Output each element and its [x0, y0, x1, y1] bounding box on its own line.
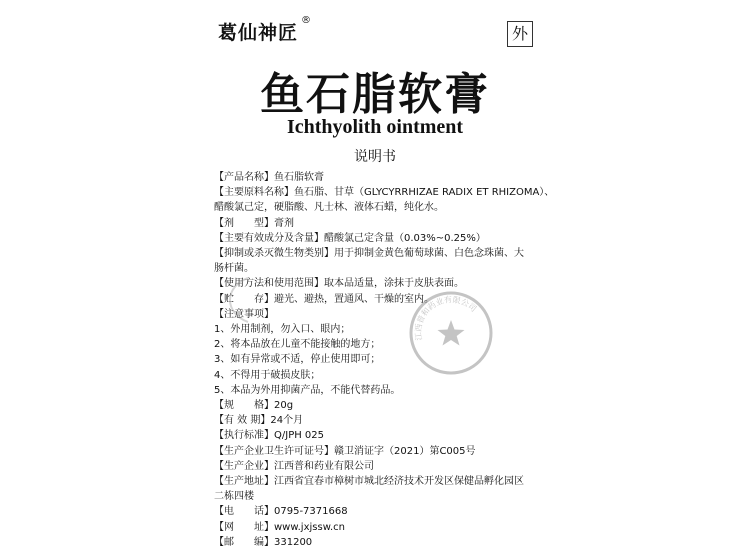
product-title-en: Ichthyolith ointment: [286, 116, 464, 138]
line-product-name: 【产品名称】鱼石脂软膏: [214, 172, 324, 183]
line-precaution-2: 2、将本品放在儿童不能接触的地方；: [214, 339, 381, 351]
line-license: 【生产企业卫生许可证号】赣卫消证字（2021）第C005号: [214, 445, 476, 457]
line-microbes: 【抑制或杀灭微生物类别】用于抑制金黄色葡萄球菌、白色念珠菌、大: [214, 248, 524, 260]
line-specification: 【规 格】20g: [214, 400, 294, 412]
seal-text: 江西普和药业有限公司: [413, 295, 479, 341]
seal-star-icon: [438, 320, 465, 346]
company-seal-stamp: [408, 290, 494, 376]
line-postcode: 【邮 编】331200: [214, 536, 313, 548]
partial-seal-ring: [230, 278, 248, 322]
line-ingredients-cont: 醋酸氯己定，硬脂酸、凡士林、液体石蜡，纯化水。: [214, 202, 444, 214]
line-precaution-4: 4、不得用于破损皮肤；: [214, 369, 321, 381]
line-dosage-form: 【剂 型】膏剂: [214, 217, 294, 229]
product-title-cn: 鱼石脂软膏: [260, 69, 490, 120]
line-shelf-life: 【有 效 期】24个月: [214, 415, 304, 427]
partial-seal-stamp: [212, 276, 250, 324]
line-usage: 【使用方法和使用范围】取本品适量，涂抹于皮肤表面。: [214, 278, 464, 290]
line-address: 【生产地址】江西省宜春市樟树市城北经济技术开发区保健品孵化园区: [214, 476, 524, 488]
line-precaution-3: 3、如有异常或不适，停止使用即可；: [214, 354, 381, 366]
line-precaution-5: 5、本品为外用抑菌产品，不能代替药品。: [214, 384, 401, 396]
instructions-heading: 说明书: [354, 149, 396, 165]
line-microbes-cont: 肠杆菌。: [214, 263, 254, 275]
registered-mark: ®: [301, 15, 311, 26]
line-active-content: 【主要有效成分及含量】醋酸氯己定含量（0.03%~0.25%）: [214, 232, 486, 244]
line-precautions: 【注意事项】: [214, 308, 274, 320]
external-use-badge: 外: [507, 21, 533, 47]
line-standard: 【执行标准】Q/JPH 025: [214, 430, 325, 442]
line-address-cont: 二栋四楼: [214, 491, 254, 503]
brand-logo: 葛仙神匠: [218, 22, 299, 44]
line-manufacturer: 【生产企业】江西普和药业有限公司: [214, 460, 374, 472]
line-storage: 【贮 存】避光、避热，置通风、干燥的室内。: [214, 293, 434, 305]
line-ingredients: 【主要原料名称】鱼石脂、甘草（GLYCYRRHIZAE RADIX ET RHIZOMA）、: [214, 187, 555, 199]
line-website: 【网 址】www.jxjssw.cn: [214, 521, 345, 533]
line-precaution-1: 1、外用制剂，勿入口、眼内；: [214, 324, 351, 336]
line-phone: 【电 话】0795-7371668: [214, 506, 348, 518]
